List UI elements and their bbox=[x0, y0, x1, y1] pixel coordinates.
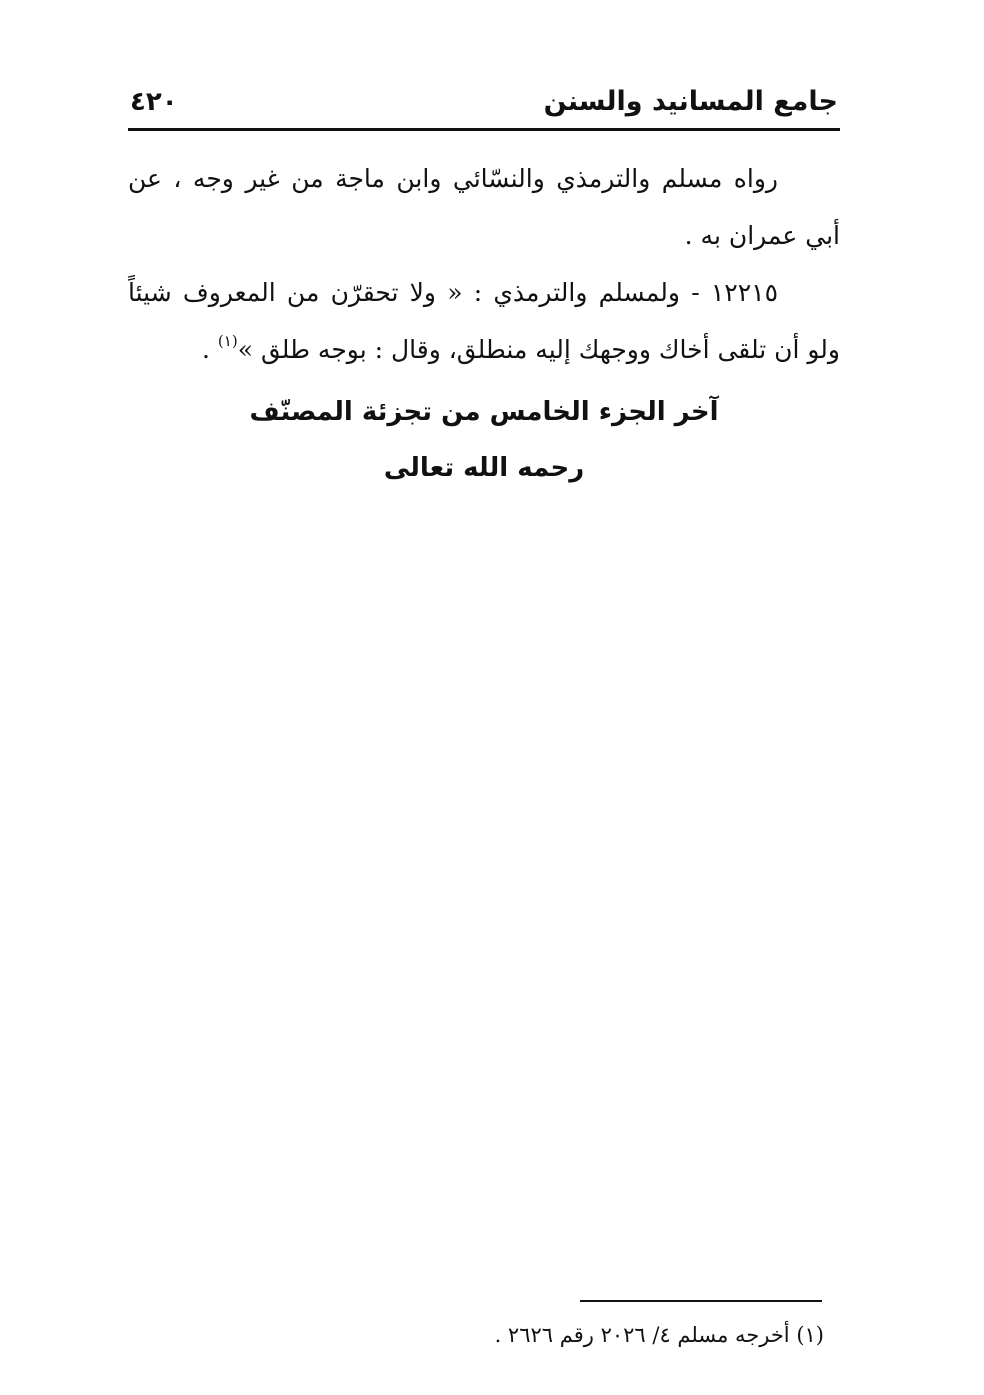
volume-closing bbox=[128, 384, 840, 496]
footnote-marker: (١) bbox=[217, 332, 238, 350]
running-header bbox=[130, 82, 838, 122]
hadith-end-mark: . bbox=[202, 335, 218, 364]
paragraph-hadith-12215 bbox=[128, 264, 840, 378]
paragraph-narration: رواه مسلم والترمذي والنسّائي وابن ماجة من غير وجه ، عن أبي عمران به . bbox=[128, 164, 840, 250]
hadith-text: ١٢٢١٥ - ولمسلم والترمذي : « ولا تحقرّن من المعروف شيئاً ولو أن تلقى أخاك ووجهك إليه منطلق، وقال : بوجه طلق » bbox=[128, 278, 840, 364]
body-text bbox=[128, 150, 840, 378]
header-rule bbox=[128, 128, 840, 131]
closing-line-1: آخر الجزء الخامس من تجزئة المصنّف bbox=[249, 397, 719, 427]
footnote: (١) أخرجه مسلم ٤/ ٢٠٢٦ رقم ٢٦٢٦ . bbox=[494, 1323, 824, 1347]
running-header-title: جامع المسانيد والسنن bbox=[543, 86, 838, 117]
footnote-rule bbox=[580, 1300, 822, 1302]
page-number: ٤٢٠ bbox=[130, 87, 178, 117]
closing-line-2: رحمه الله تعالى bbox=[383, 453, 585, 483]
